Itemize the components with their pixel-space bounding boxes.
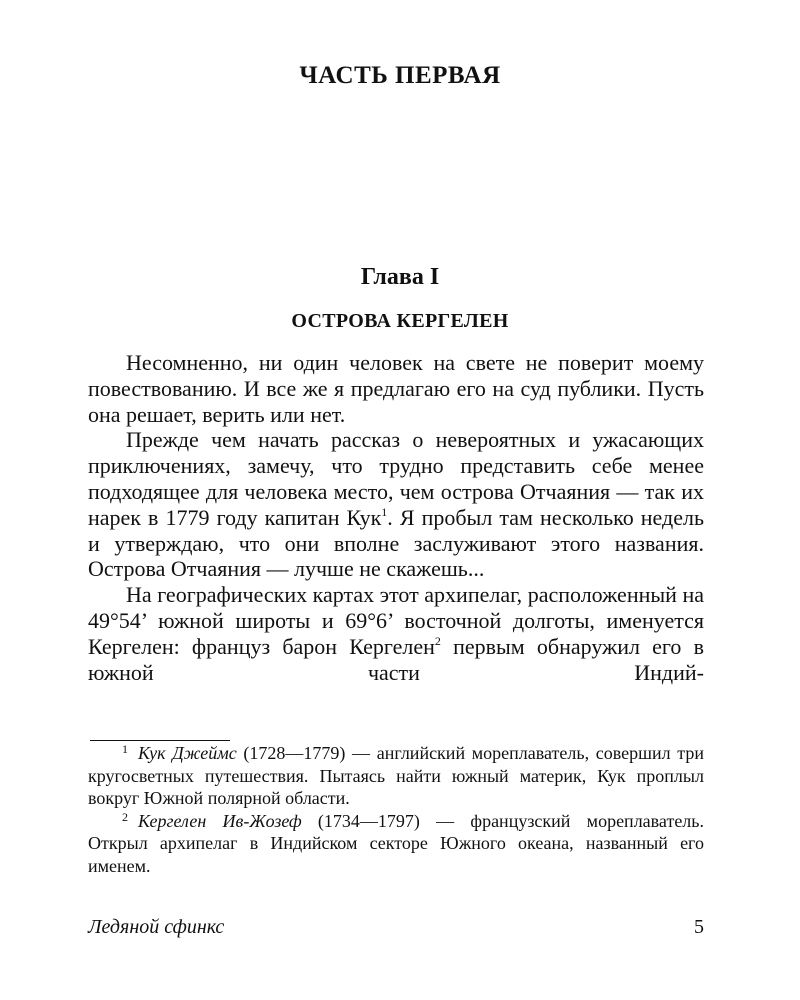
part-title: ЧАСТЬ ПЕРВАЯ (299, 62, 501, 89)
paragraph-3-text-b: первым обнаружил его в южной части Индий- (88, 633, 704, 685)
footnote-ref-1[interactable]: 1 (381, 504, 388, 519)
footnote-1-text: (1728—1779) — английский мореплаватель, совершил три кругосветных путешествия. Пытаясь найти южный материк, Кук проплыл вокруг Южной полярной области. (88, 743, 704, 809)
body-text (88, 350, 704, 685)
footnote-ref-2[interactable]: 2 (434, 633, 441, 648)
paragraph-3-text-a: На географических картах этот архипелаг, расположенный на 49°54’ южной широты и 69°6’ восточной долготы, именуется Кергелен: француз барон Кергелен (88, 582, 704, 659)
paragraph-3 (88, 582, 704, 685)
chapter-number: Глава I (360, 264, 440, 290)
page-number: 5 (694, 916, 704, 938)
footnote-1 (88, 742, 704, 810)
footnote-2-name: Кергелен Ив-Жозеф (138, 810, 302, 831)
footnote-1-mark: 1 (122, 742, 128, 756)
paragraph-2 (88, 427, 704, 582)
running-title: Ледяной сфинкс (88, 916, 225, 938)
footnote-divider (90, 740, 230, 741)
footnote-2-text: (1734—1797) — французский мореплаватель. Открыл архипелаг в Индийском секторе Южного океана, названный его именем. (88, 810, 704, 876)
paragraph-1: Несомненно, ни один человек на свете не поверит моему повествованию. И все же я предлагаю его на суд публики. Пусть она решает, верить или нет. (88, 350, 704, 427)
footnote-2-mark: 2 (122, 809, 128, 824)
footnotes (88, 742, 704, 878)
paragraph-2-text-a: Прежде чем начать рассказ о невероятных и ужасающих приключениях, замечу, что трудно представить себе менее подходящее для человека место, чем острова Отчаяния — так их нарек в 1779 году капитан Кук (88, 427, 704, 530)
chapter-title: ОСТРОВА КЕРГЕЛЕН (291, 310, 509, 332)
footnote-2 (88, 810, 704, 878)
paragraph-2-text-b: . Я пробыл там несколько недель и утверждаю, что они вполне заслуживают этого названия. Острова Отчаяния — лучше не скажешь... (88, 504, 705, 582)
footnote-1-name: Кук Джеймс (138, 743, 237, 763)
